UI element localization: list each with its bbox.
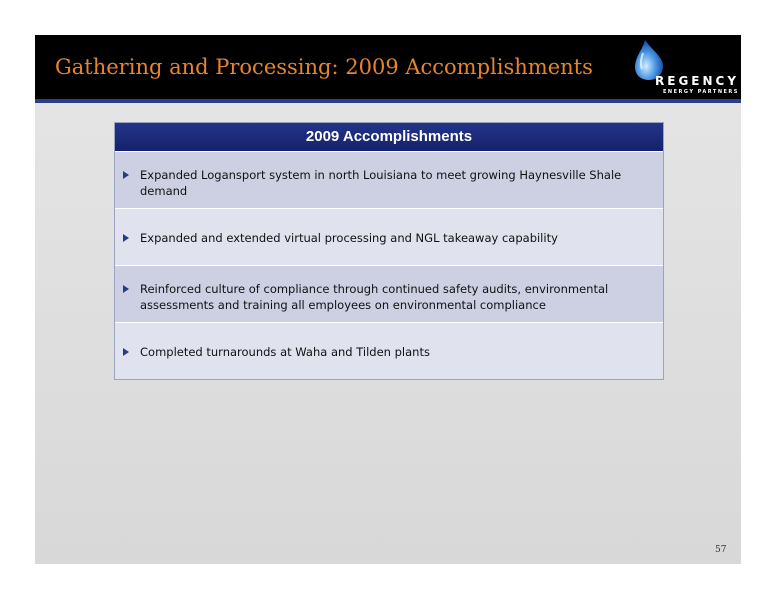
logo-wordmark: REGENCY xyxy=(655,74,740,88)
list-item xyxy=(115,208,663,265)
page-number: 57 xyxy=(715,545,727,555)
list-item-text: Completed turnarounds at Waha and Tilden plants xyxy=(140,345,430,359)
accomplishments-panel xyxy=(114,122,664,380)
list-item-text: Reinforced culture of compliance through continued safety audits, environmental assessments and training all employees on environmental compliance xyxy=(140,282,609,312)
list-item-text: Expanded and extended virtual processing and NGL takeaway capability xyxy=(140,231,558,245)
triangle-bullet-icon xyxy=(123,348,129,356)
triangle-bullet-icon xyxy=(123,171,129,179)
slide xyxy=(35,35,741,564)
triangle-bullet-icon xyxy=(123,285,129,293)
list-item-text: Expanded Logansport system in north Louisiana to meet growing Haynesville Shale demand xyxy=(140,168,622,198)
list-item xyxy=(115,322,663,379)
regency-logo xyxy=(629,37,740,97)
logo-subtitle: ENERGY PARTNERS xyxy=(663,89,739,95)
list-item xyxy=(115,151,663,208)
header-divider xyxy=(35,99,741,103)
panel-heading: 2009 Accomplishments xyxy=(115,123,663,151)
list-item xyxy=(115,265,663,322)
triangle-bullet-icon xyxy=(123,234,129,242)
header-bar xyxy=(35,35,741,99)
slide-title: Gathering and Processing: 2009 Accomplishments xyxy=(55,55,593,79)
